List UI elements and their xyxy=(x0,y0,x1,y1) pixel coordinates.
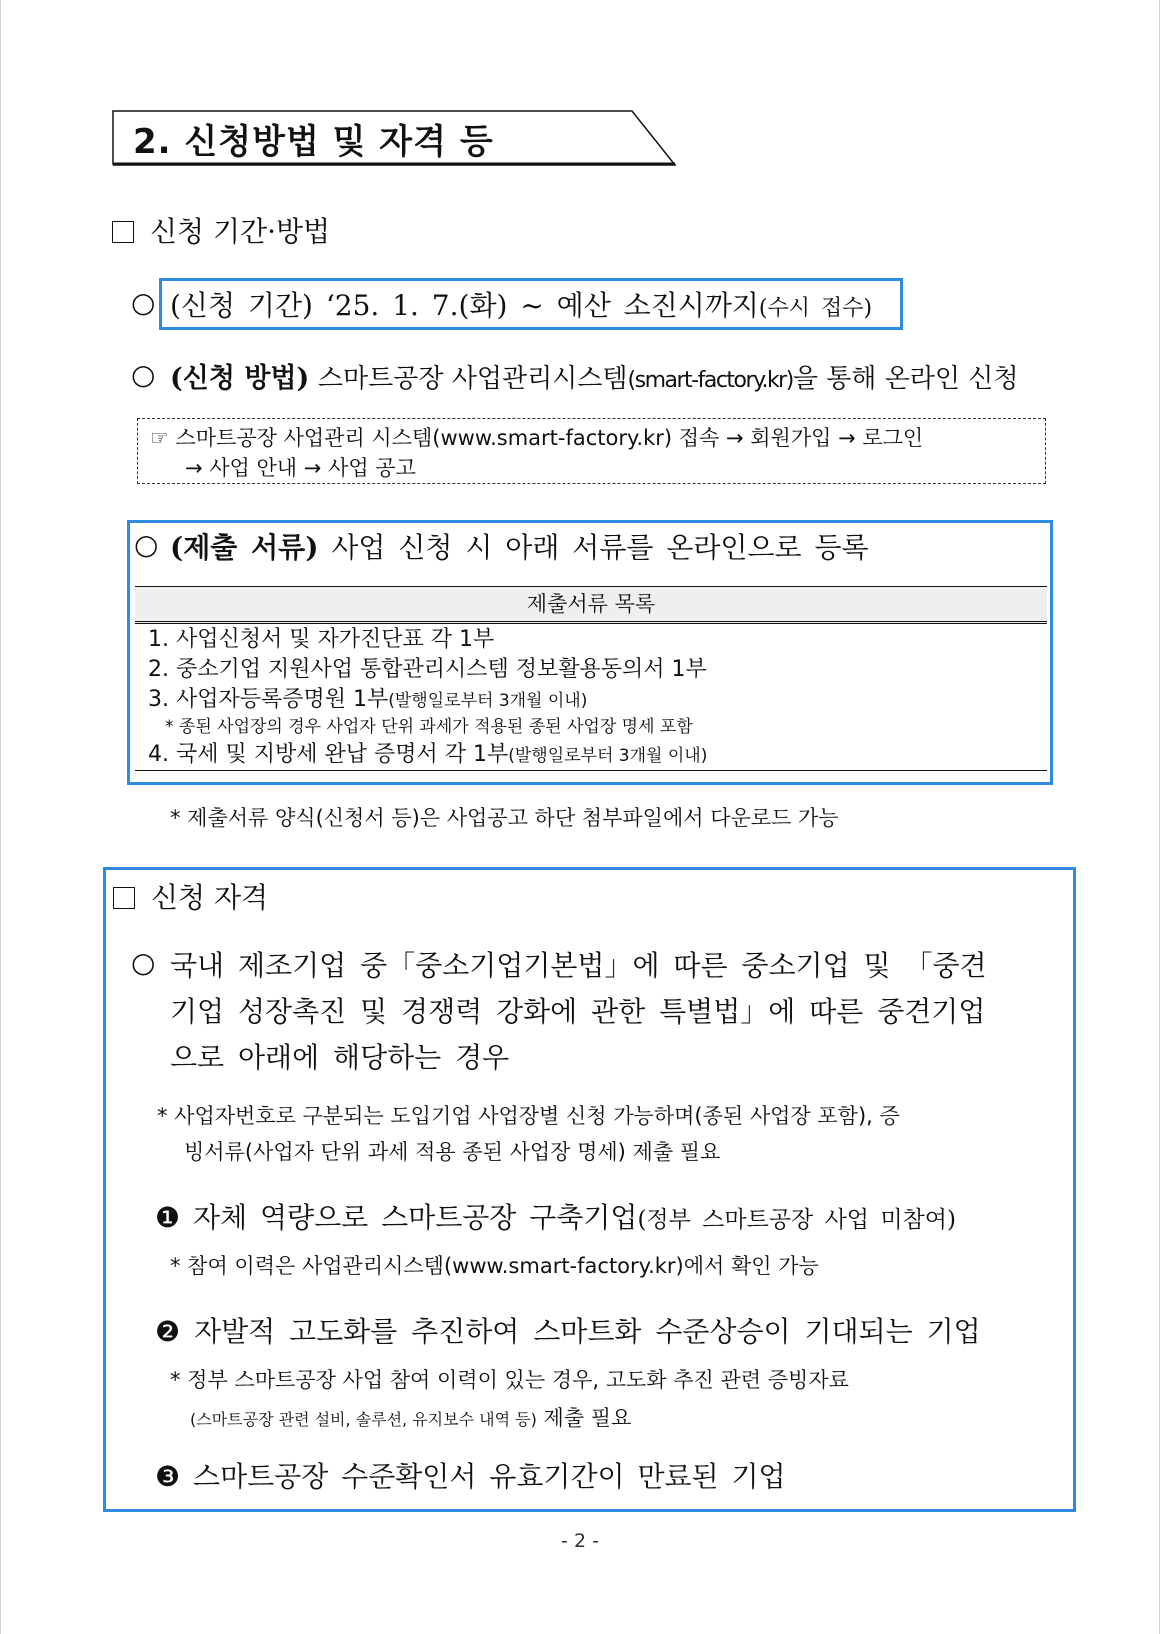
section-title: 2. 신청방법 및 자격 등 xyxy=(133,122,494,162)
method-value-url: (smart-factory.kr) xyxy=(627,368,793,393)
checkbox-icon xyxy=(113,887,135,909)
documents-line xyxy=(170,526,869,566)
document-item-3-note: (발행일로부터 3개월 이내) xyxy=(388,691,588,711)
checkbox-icon xyxy=(112,221,134,243)
eligibility-item-1-sub: * 참여 이력은 사업관리시스템(www.smart-factory.kr)에서 확인 가능 xyxy=(170,1254,819,1278)
page-left-edge xyxy=(0,0,1,1634)
document-item-4 xyxy=(148,740,1047,770)
documents-footnote: * 제출서류 양식(신청서 등)은 사업공고 하단 첨부파일에서 다운로드 가능 xyxy=(170,806,839,830)
item-2-marker-icon: ❷ xyxy=(155,1315,181,1348)
period-note: (수시 접수) xyxy=(758,296,873,321)
documents-table xyxy=(135,586,1047,771)
eligibility-heading-text: 신청 자격 xyxy=(151,881,269,914)
eligibility-bullet: ○ xyxy=(131,946,156,979)
eligibility-item-2-sub-line1: * 정부 스마트공장 사업 참여 이력이 있는 경우, 고도화 추진 관련 증빙자료 xyxy=(170,1368,849,1392)
apply-heading xyxy=(112,210,330,250)
eligibility-para-line3: 으로 아래에 해당하는 경우 xyxy=(170,1041,510,1074)
method-value-a: 스마트공장 사업관리시스템 xyxy=(317,364,628,394)
document-item-3-sub: * 종된 사업장의 경우 사업자 단위 과세가 적용된 종된 사업장 명세 포함 xyxy=(165,717,693,737)
document-item-3-main: 3. 사업자등록증명원 1부 xyxy=(148,687,389,712)
eligibility-item-2-sub-detail: (스마트공장 관련 설비, 솔루션, 유지보수 내역 등) xyxy=(190,1410,537,1429)
eligibility-heading xyxy=(113,876,268,916)
method-value-b: 을 통해 온라인 신청 xyxy=(792,364,1019,394)
eligibility-item-1 xyxy=(155,1196,956,1236)
page-number: - 2 - xyxy=(561,1530,599,1552)
period-label: (신청 기간) xyxy=(170,289,313,322)
documents-table-body xyxy=(135,624,1047,770)
document-item-2: 2. 중소기업 지원사업 통합관리시스템 정보활용동의서 1부 xyxy=(148,657,707,682)
documents-table-bottom-rule xyxy=(135,770,1047,771)
eligibility-item-3 xyxy=(155,1455,786,1495)
access-note-line2: → 사업 안내 → 사업 공고 xyxy=(185,456,416,480)
item-3-marker-icon: ❸ xyxy=(155,1460,181,1493)
eligibility-note-line1: * 사업자번호로 구분되는 도입기업 사업장별 신청 가능하며(종된 사업장 포함), 증 xyxy=(157,1104,900,1128)
period-bullet: ○ xyxy=(131,286,156,319)
item-1-marker-icon: ❶ xyxy=(155,1201,181,1234)
eligibility-item-2 xyxy=(155,1310,981,1350)
eligibility-note-line2: 빙서류(사업자 단위 과세 적용 종된 사업장 명세) 제출 필요 xyxy=(184,1140,721,1164)
eligibility-para-line2: 기업 성장촉진 및 경쟁력 강화에 관한 특별법」에 따른 중견기업 xyxy=(170,995,986,1028)
eligibility-item-2-sub-tail: 제출 필요 xyxy=(543,1406,632,1430)
method-line xyxy=(170,356,1019,395)
document-item-3 xyxy=(148,684,1047,714)
access-note-line1: ☞ 스마트공장 사업관리 시스템(www.smart-factory.kr) 접속 → 회원가입 → 로그인 xyxy=(150,426,924,450)
method-label: (신청 방법) xyxy=(170,363,310,394)
documents-text: 사업 신청 시 아래 서류를 온라인으로 등록 xyxy=(331,531,869,564)
eligibility-item-3-text: 스마트공장 수준확인서 유효기간이 만료된 기업 xyxy=(193,1460,786,1493)
eligibility-item-1-text: 자체 역량으로 스마트공장 구축기업 xyxy=(193,1201,638,1234)
apply-heading-text: 신청 기간·방법 xyxy=(150,215,331,248)
method-bullet: ○ xyxy=(131,358,156,391)
document-item-4-main: 4. 국세 및 지방세 완납 증명서 각 1부 xyxy=(148,742,509,767)
documents-bullet: ○ xyxy=(134,528,159,561)
eligibility-item-2-text: 자발적 고도화를 추진하여 스마트화 수준상승이 기대되는 기업 xyxy=(194,1315,981,1348)
documents-table-header: 제출서류 목록 xyxy=(135,586,1047,624)
documents-label: (제출 서류) xyxy=(170,531,319,564)
period-value: ‘25. 1. 7.(화) ~ 예산 소진시까지 xyxy=(325,289,759,322)
eligibility-para-line1: 국내 제조기업 중「중소기업기본법」에 따른 중소기업 및 「중견 xyxy=(170,949,987,982)
period-line xyxy=(170,284,872,324)
document-item-4-note: (발행일로부터 3개월 이내) xyxy=(508,746,708,766)
eligibility-item-1-note: (정부 스마트공장 사업 미참여) xyxy=(637,1207,956,1233)
eligibility-item-2-sub-line2 xyxy=(190,1402,631,1432)
document-item-1: 1. 사업신청서 및 자가진단표 각 1부 xyxy=(148,627,495,652)
